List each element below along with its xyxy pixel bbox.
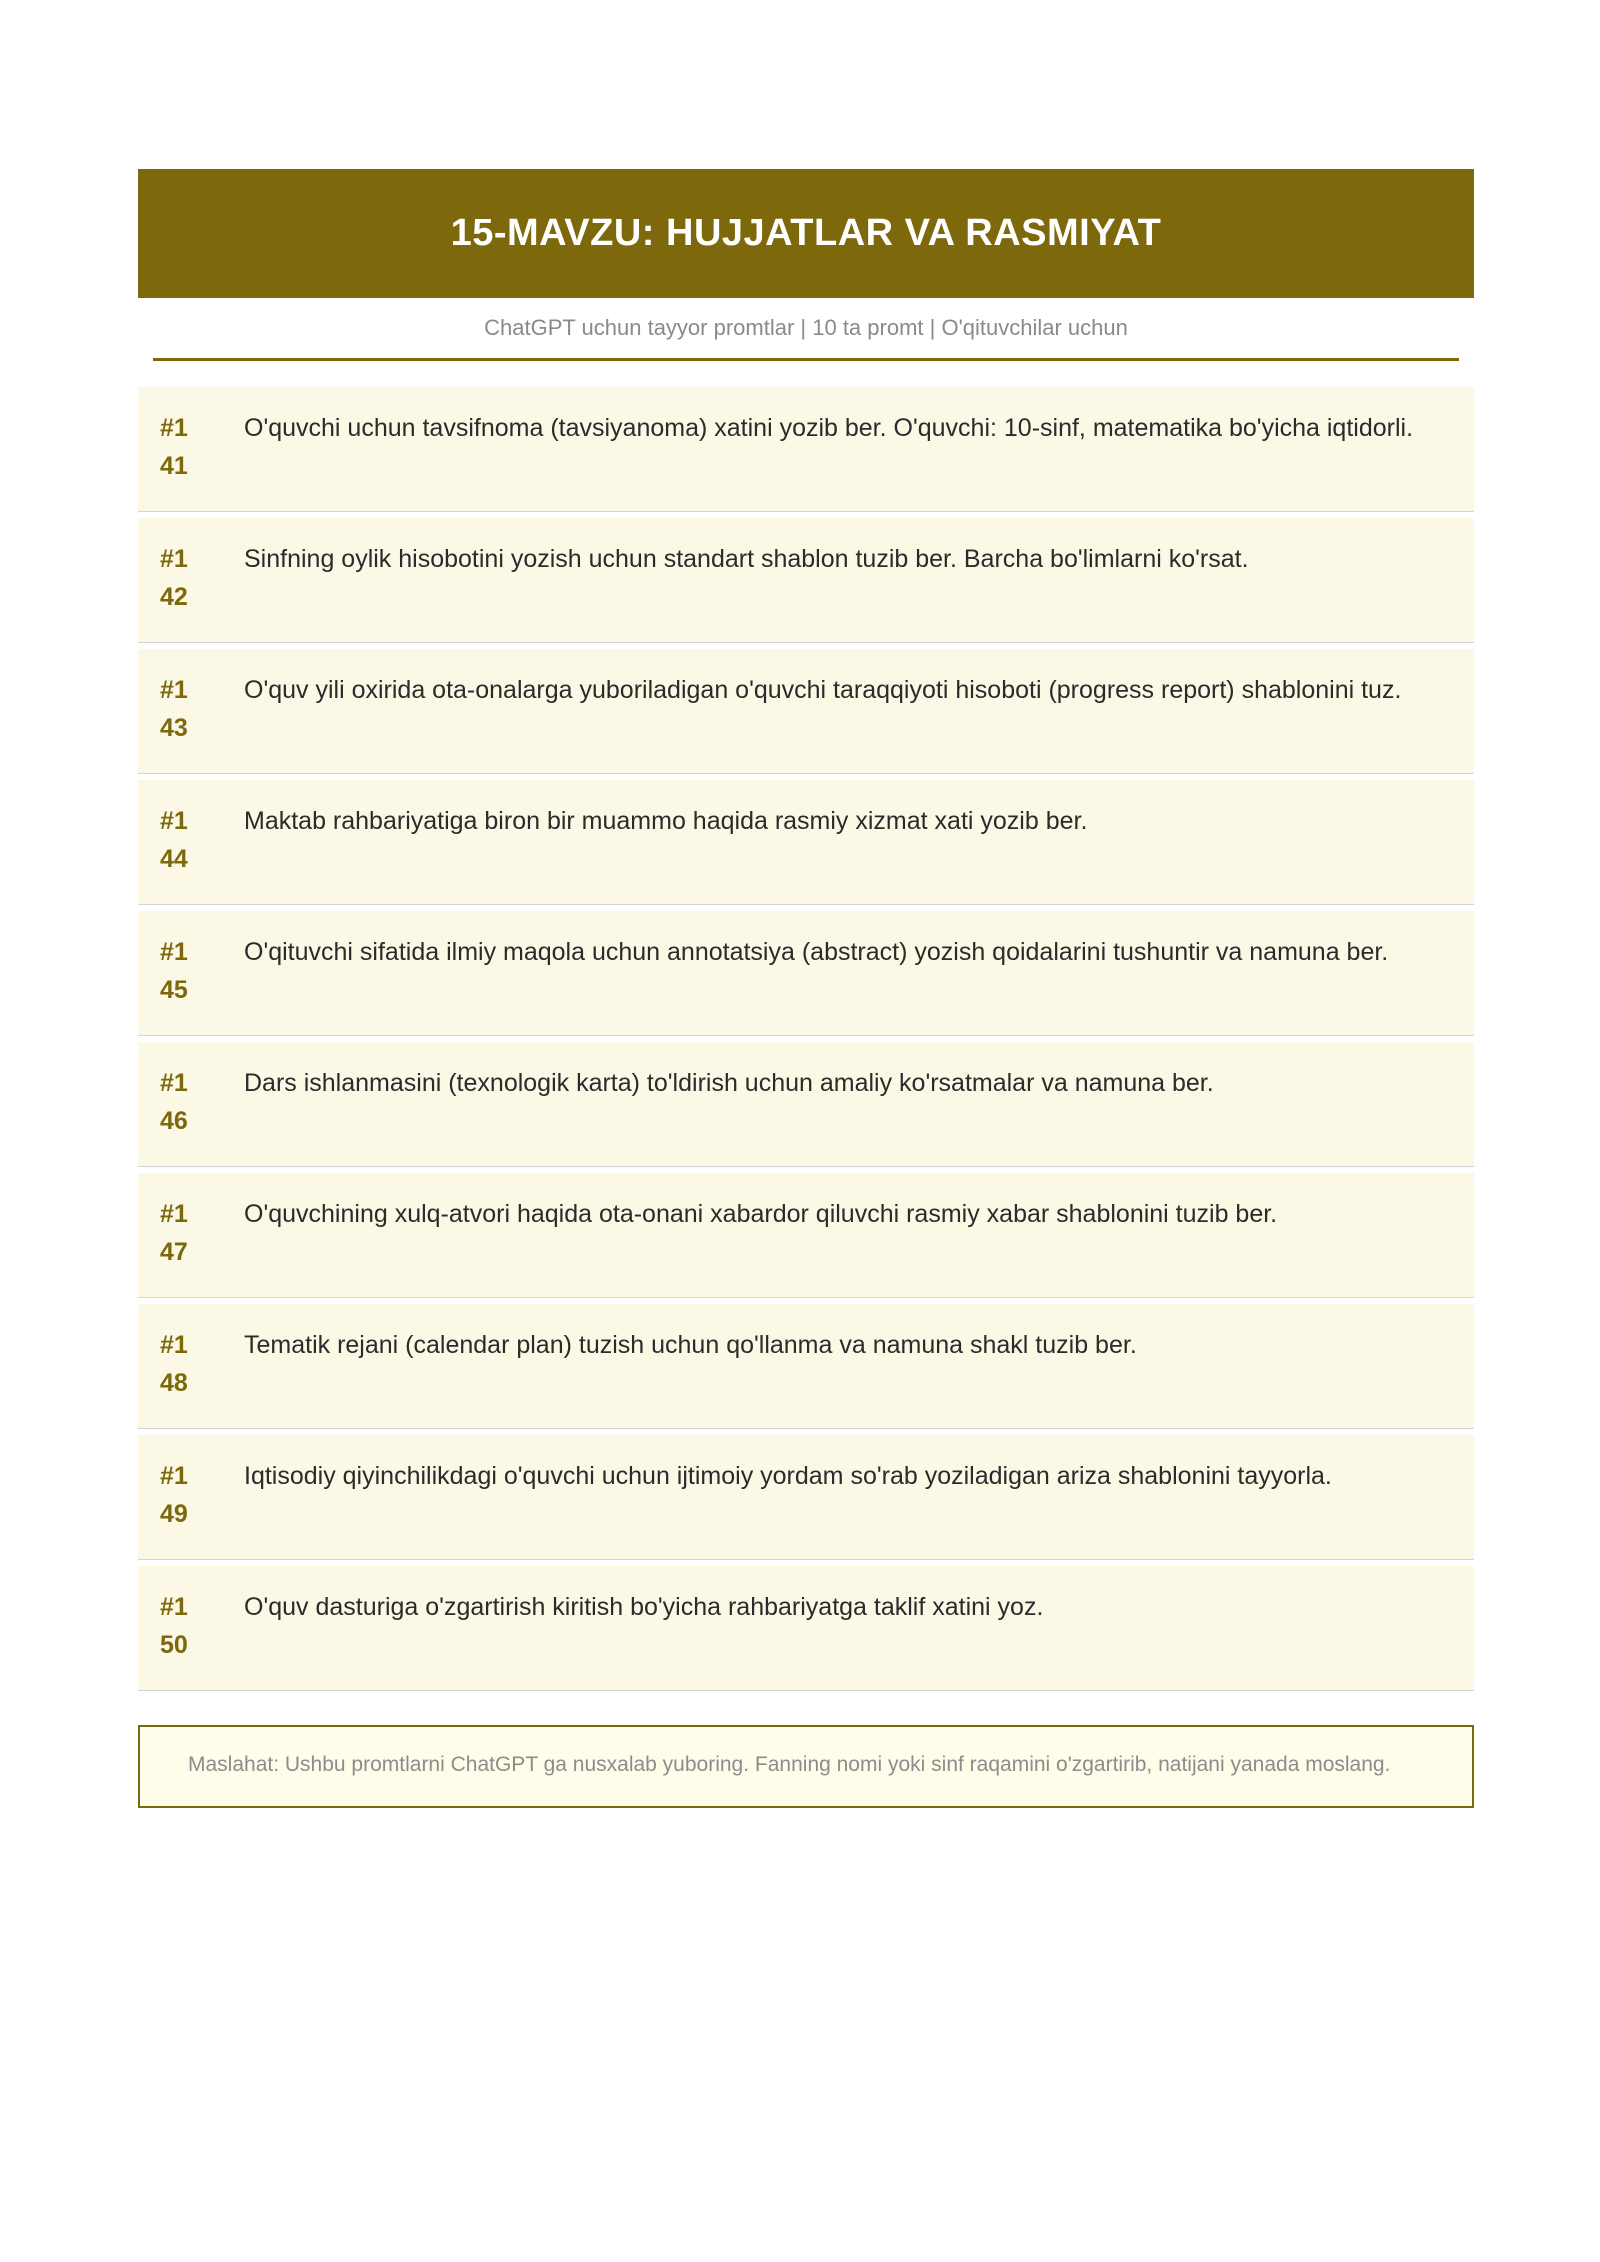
- prompt-item-148: [138, 1304, 1474, 1429]
- prompt-item-149: [138, 1435, 1474, 1560]
- prompt-item-141: [138, 387, 1474, 512]
- prompt-number-suffix: 42: [160, 583, 188, 611]
- prompt-number-prefix: #1: [160, 1462, 188, 1490]
- prompt-item-146: [138, 1042, 1474, 1167]
- subtitle-bar: [153, 298, 1459, 361]
- prompt-text: O'quvchi uchun tavsifnoma (tavsiyanoma) xatini yozib ber. O'quvchi: 10-sinf, matematika bo'yicha iqtidorli.: [244, 414, 1414, 442]
- prompt-number-suffix: 47: [160, 1238, 188, 1266]
- prompt-text: O'quv yili oxirida ota-onalarga yuboriladigan o'quvchi taraqqiyoti hisoboti (progress report) shablonini tuz.: [244, 676, 1402, 704]
- prompt-number-suffix: 44: [160, 845, 188, 873]
- prompt-number-suffix: 41: [160, 452, 188, 480]
- prompt-number: [160, 1588, 244, 1664]
- prompt-text: O'quvchining xulq-atvori haqida ota-onani xabardor qiluvchi rasmiy xabar shablonini tuzib ber.: [244, 1200, 1278, 1228]
- prompt-number-prefix: #1: [160, 938, 188, 966]
- prompt-text: Tematik rejani (calendar plan) tuzish uchun qo'llanma va namuna shakl tuzib ber.: [244, 1331, 1137, 1359]
- prompt-number: [160, 540, 244, 616]
- prompt-number: [160, 1457, 244, 1533]
- prompt-item-144: [138, 780, 1474, 905]
- prompt-number-prefix: #1: [160, 545, 188, 573]
- prompt-number-suffix: 49: [160, 1500, 188, 1528]
- page-subtitle: ChatGPT uchun tayyor promtlar | 10 ta promt | O'qituvchilar uchun: [484, 315, 1128, 340]
- prompt-item-143: [138, 649, 1474, 774]
- tip-text: Maslahat: Ushbu promtlarni ChatGPT ga nusxalab yuboring. Fanning nomi yoki sinf raqamini o'zgartirib, natijani yanada moslang.: [188, 1753, 1391, 1776]
- prompt-number-suffix: 46: [160, 1107, 188, 1135]
- prompt-number: [160, 933, 244, 1009]
- prompt-number-prefix: #1: [160, 1200, 188, 1228]
- prompt-text: Iqtisodiy qiyinchilikdagi o'quvchi uchun ijtimoiy yordam so'rab yoziladigan ariza shablonini tayyorla.: [244, 1462, 1332, 1490]
- prompt-number-suffix: 50: [160, 1631, 188, 1659]
- prompt-text: Sinfning oylik hisobotini yozish uchun standart shablon tuzib ber. Barcha bo'limlarni ko'rsat.: [244, 545, 1249, 573]
- prompt-item-147: [138, 1173, 1474, 1298]
- prompt-number-prefix: #1: [160, 676, 188, 704]
- prompt-number-prefix: #1: [160, 1593, 188, 1621]
- prompt-text: Maktab rahbariyatiga biron bir muammo haqida rasmiy xizmat xati yozib ber.: [244, 807, 1088, 835]
- prompt-number: [160, 802, 244, 878]
- prompt-number: [160, 671, 244, 747]
- prompt-text: Dars ishlanmasini (texnologik karta) to'ldirish uchun amaliy ko'rsatmalar va namuna ber.: [244, 1069, 1214, 1097]
- prompt-number: [160, 1326, 244, 1402]
- prompt-number-suffix: 45: [160, 976, 188, 1004]
- prompt-number-suffix: 48: [160, 1369, 188, 1397]
- prompt-number: [160, 409, 244, 485]
- prompt-number-prefix: #1: [160, 1069, 188, 1097]
- prompt-text: O'quv dasturiga o'zgartirish kiritish bo'yicha rahbariyatga taklif xatini yoz.: [244, 1593, 1044, 1621]
- prompt-number-prefix: #1: [160, 807, 188, 835]
- document-page: [138, 169, 1474, 1808]
- prompt-text: O'qituvchi sifatida ilmiy maqola uchun annotatsiya (abstract) yozish qoidalarini tushuntir va namuna ber.: [244, 938, 1389, 966]
- prompt-number: [160, 1195, 244, 1271]
- prompt-item-150: [138, 1566, 1474, 1691]
- page-title: 15-MAVZU: HUJJATLAR VA RASMIYAT: [450, 212, 1162, 254]
- prompt-list: [138, 387, 1474, 1691]
- header-banner: [138, 169, 1474, 298]
- prompt-number-suffix: 43: [160, 714, 188, 742]
- prompt-number-prefix: #1: [160, 414, 188, 442]
- prompt-number-prefix: #1: [160, 1331, 188, 1359]
- prompt-item-145: [138, 911, 1474, 1036]
- tip-box: [138, 1725, 1474, 1808]
- prompt-number: [160, 1064, 244, 1140]
- prompt-item-142: [138, 518, 1474, 643]
